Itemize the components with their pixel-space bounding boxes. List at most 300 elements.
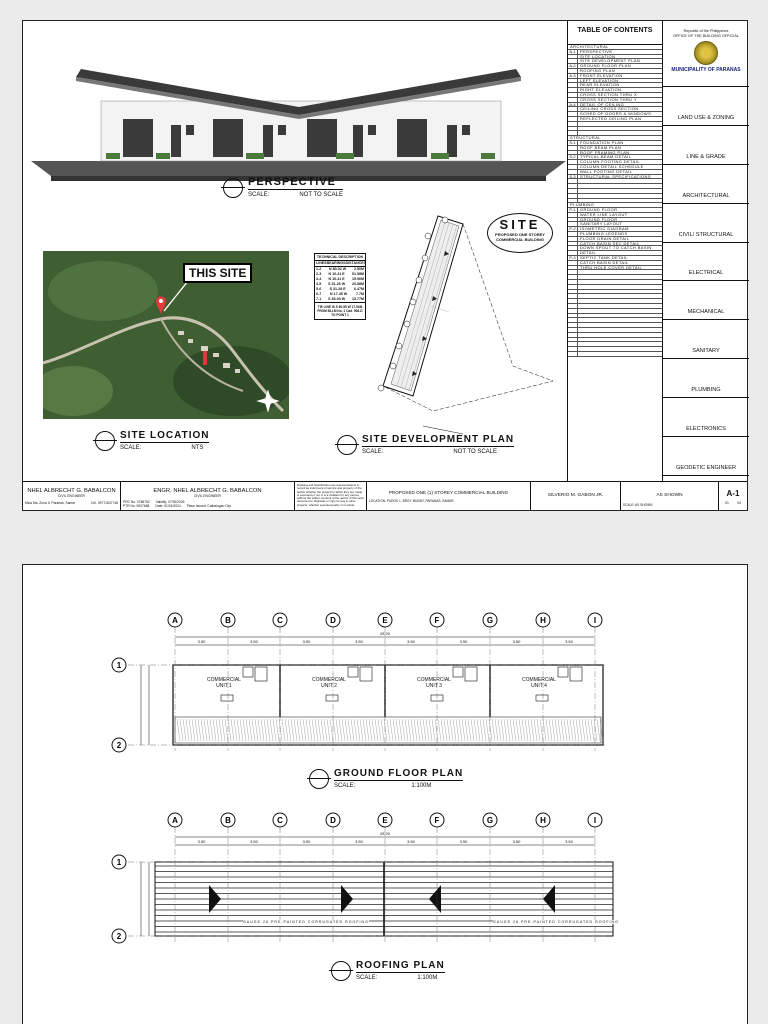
municipality-name: MUNICIPALITY OF PARANAS <box>671 67 741 73</box>
department-name: CIVIL/ STRUCTURAL <box>678 231 734 238</box>
toc-item-code <box>568 270 578 274</box>
toc-item-label: DOWN SPOUT TO CATCH BASIN <box>580 246 652 251</box>
toc-item-code <box>568 237 578 241</box>
toc-item-code <box>568 323 578 327</box>
col-header: DISTANCES <box>345 261 367 265</box>
toc-item-code <box>568 55 578 59</box>
toc-item-code <box>568 347 578 351</box>
door-swing <box>465 667 477 681</box>
toc-item-code <box>568 189 578 193</box>
department-signoff-box <box>663 398 749 437</box>
col-header: LINES <box>316 261 327 265</box>
site-development-title: SITE DEVELOPMENT PLAN <box>362 434 515 445</box>
toc-item-label <box>578 347 580 351</box>
toc-item-code: S-1 <box>568 141 578 145</box>
toc-item-label <box>578 285 580 289</box>
toc-item-label: DETAIL <box>580 251 597 256</box>
toc-item-code <box>568 246 578 250</box>
toc-item-label <box>578 189 580 193</box>
toc-item-code <box>568 160 578 164</box>
roofing-title-label <box>331 961 445 981</box>
technical-description-cell: 2-3 <box>316 272 322 276</box>
prepared-by-cell <box>23 482 121 511</box>
toc-item-label <box>578 194 580 198</box>
perspective-scale-value: NOT TO SCALE <box>299 192 344 198</box>
toc-item-label: STRUCTURAL SPECIFICATIONS <box>580 174 651 179</box>
toc-item-label: COLUMN FOOTING DETAIL <box>580 160 640 165</box>
owner-name: SILVERIO M. GABON JR. <box>547 493 604 498</box>
toc-item-code <box>568 112 578 116</box>
scale-value: AS SHOWN <box>656 493 683 498</box>
grid-letter: D <box>330 816 336 825</box>
ground-floor-scale-label: SCALE: <box>334 783 356 789</box>
toc-section-name: STRUCTURAL <box>570 136 601 141</box>
department-signoff-box <box>663 165 749 204</box>
perspective-title: PERSPECTIVE <box>248 177 343 190</box>
bay-dimension: 3.50 <box>197 639 206 644</box>
toc-item-label: GROUND FLOOR <box>580 208 618 213</box>
office-name: OFFICE OF THE BUILDING OFFICIAL <box>673 34 739 38</box>
title-marker-icon <box>309 769 329 789</box>
toc-item-label <box>578 333 580 337</box>
toc-item-label <box>578 328 580 332</box>
department-name: ARCHITECTURAL <box>682 192 730 199</box>
department-name: ELECTRONICS <box>686 426 726 433</box>
toc-item-code <box>568 146 578 150</box>
tie-line-note: TIE LINE IS S 80-55 W 17.54M FROM BLLM No. 1 Cad. 906-D TO POINT 1 <box>315 302 365 319</box>
toc-item-code <box>568 251 578 255</box>
bay-dimension: 3.50 <box>250 839 258 844</box>
counter <box>536 695 548 701</box>
department-name: SANITARY <box>692 348 720 355</box>
site-callout-subtitle: PROPOSED ONE STOREY COMMERCIAL BUILDING <box>495 232 545 242</box>
title-marker-icon <box>337 435 357 455</box>
technical-description-cell: S 31-26 W <box>328 282 346 286</box>
scale-cell <box>621 482 719 511</box>
door-swing <box>360 667 372 681</box>
department-signoff-box <box>663 320 749 359</box>
commercial-unit-label: COMMERCIAL UNIT 2 <box>312 677 346 689</box>
bay-dimension: 3.50 <box>459 639 468 644</box>
toc-item-label: SITE DEVELOPMENT PLAN <box>580 59 641 64</box>
toc-item-code: A-2 <box>568 64 578 68</box>
bay-dimension: 3.50 <box>565 839 573 844</box>
site-location-scale-value: NTS <box>191 445 204 451</box>
roofing-title: ROOFING PLAN <box>356 960 445 971</box>
prepared-cel: Cel. 09771847748 <box>91 501 118 505</box>
site-development-scale-value: NOT TO SCALE <box>453 449 498 455</box>
toc-item-label: WATER LINE LAYOUT <box>580 212 628 217</box>
toc-item-code <box>568 222 578 226</box>
toc-section-name: ARCHITECTURAL <box>570 45 609 49</box>
toc-item-label <box>578 199 580 203</box>
title-marker-icon <box>331 961 351 981</box>
department-name: GEODETIC ENGINEER <box>676 464 736 471</box>
toc-item-code <box>568 242 578 246</box>
site-location-title-label <box>95 431 209 451</box>
toc-item-code <box>568 314 578 318</box>
department-name: ELECTRICAL <box>688 270 724 277</box>
grid-letter: A <box>172 816 178 825</box>
department-name: MECHANICAL <box>687 309 725 316</box>
bay-dimension: 3.50 <box>407 839 415 844</box>
toc-item-label <box>578 131 580 135</box>
toc-item-label <box>578 318 580 322</box>
technical-description-cell: S 39-03 W <box>328 297 346 301</box>
toc-item-label: WALL FOOTING DETAIL <box>580 169 633 174</box>
toc-item-code <box>568 165 578 169</box>
technical-description-cell: 7.7M <box>355 292 364 296</box>
total-dimension: 28.00 <box>379 831 391 836</box>
toc-item-code <box>568 304 578 308</box>
toc-item-label: CATCH BASIN DETAIL <box>580 260 629 265</box>
grid-letter: F <box>434 816 440 825</box>
prc-validity: Validity: 07/30/2026 <box>155 500 185 504</box>
department-signoff-box <box>663 243 749 282</box>
toc-item-label: ROOFING PLAN <box>580 68 616 73</box>
owner-cell <box>531 482 621 511</box>
sheet-number-cell <box>719 482 747 511</box>
grid-letter: D <box>330 616 336 625</box>
toc-item-code <box>568 328 578 332</box>
roofing-scale-value: 1:100M <box>417 975 438 981</box>
toc-item-code <box>568 199 578 203</box>
site-callout-bubble <box>487 213 553 253</box>
toc-item-code <box>568 338 578 342</box>
toilet-fixture <box>558 667 568 677</box>
ground-floor-scale-value: 1:100M <box>411 783 432 789</box>
grid-letter: C <box>277 616 283 625</box>
technical-description-cell: 6-7 <box>316 292 322 296</box>
site-location-scale-label: SCALE: <box>120 445 142 451</box>
toc-item-label: CROSS SECTION THRU X <box>580 92 638 97</box>
toilet-fixture <box>348 667 358 677</box>
toc-item-label: THRU HOLE COVER DETAIL <box>580 265 643 270</box>
toc-item-label: COLUMN DETAIL SCHEDULE <box>580 164 644 169</box>
door-swing <box>570 667 582 681</box>
grid-letter: I <box>593 616 597 625</box>
toc-item-code <box>568 333 578 337</box>
toc-item-label <box>578 342 580 346</box>
toc-item-code <box>568 318 578 322</box>
site-development-scale-label: SCALE: <box>362 449 384 455</box>
ground-floor-title-label <box>309 769 463 789</box>
toc-item-label <box>578 184 580 188</box>
toc-item <box>568 352 662 357</box>
title-marker-icon <box>223 178 243 198</box>
toc-item-code <box>568 218 578 222</box>
toc-item-label <box>578 299 580 303</box>
floor-and-roof-plan-drawing <box>23 565 749 1024</box>
toc-item-code: P-3 <box>568 256 578 260</box>
toc-item-label: LEFT ELEVATION <box>580 78 619 83</box>
technical-description-cell: 13.77M <box>352 297 364 301</box>
toc-item-label: REFLECTED CEILING PLAN <box>580 116 642 121</box>
grid-letter: E <box>382 816 388 825</box>
toc-item-label <box>578 338 580 342</box>
grid-number: 1 <box>116 661 122 670</box>
toc-item-label: FOUNDATION PLAN <box>580 140 624 145</box>
toc-item-code <box>568 127 578 131</box>
department-name: PLUMBING <box>691 387 721 394</box>
toc-item-label <box>578 122 580 126</box>
site-location-title: SITE LOCATION <box>120 430 210 441</box>
prepared-name: NHEL ALBRECHT G. BABALCON <box>27 488 116 494</box>
toc-item-code <box>568 184 578 188</box>
total-dimension: 28.00 <box>379 631 391 636</box>
toc-item-label: DETAIL OF CEILING <box>580 102 625 107</box>
toc-item-label <box>578 352 580 356</box>
toc-item-code <box>568 232 578 236</box>
toc-item-code: P-1 <box>568 208 578 212</box>
toc-item-code <box>568 69 578 73</box>
toc-item-code: S-3 <box>568 175 578 179</box>
grid-letter: H <box>540 616 546 625</box>
perspective-title-label <box>223 177 343 198</box>
grid-letter: E <box>382 616 388 625</box>
project-title: PROPOSED ONE (1) STOREY COMMERCIAL BUILDING <box>388 490 509 495</box>
department-signoff-box <box>663 126 749 165</box>
door-swing <box>255 667 267 681</box>
technical-description-cell: 1-2 <box>316 267 322 271</box>
toc-item-code: P-2 <box>568 227 578 231</box>
grid-number: 2 <box>116 741 122 750</box>
toc-item-label: FLOOR DRAIN DETAIL <box>580 236 630 241</box>
toc-item-label: CATCH BASIN SEC DETAIL <box>580 241 640 246</box>
perspective-rendering <box>31 41 566 191</box>
bay-dimension: 3.50 <box>302 839 311 844</box>
counter <box>221 695 233 701</box>
municipal-seal-icon <box>694 41 718 65</box>
table-of-contents <box>567 21 663 481</box>
toc-item-code <box>568 352 578 356</box>
republic-text: Republic of the Philippines <box>683 29 729 33</box>
technical-description-cell: 6.47M <box>354 287 364 291</box>
toc-item-code <box>568 342 578 346</box>
grid-letter: H <box>540 816 546 825</box>
grid-letter: B <box>225 816 231 825</box>
toc-item-label <box>578 314 580 318</box>
toc-item-code <box>568 275 578 279</box>
toc-item-code <box>568 285 578 289</box>
technical-description-cell: N 17-45 W <box>330 292 348 296</box>
toc-item-label: PLUMBING LEGENDS <box>580 232 628 237</box>
prc-no: PRC No. 0786752 <box>123 500 150 504</box>
approval-departments <box>663 21 749 481</box>
project-location: LOCATION: PUROK 1, BRGY. BUNDY, PARANAS, SAMAR <box>369 499 454 503</box>
grid-number: 1 <box>116 858 122 867</box>
grid-letter: A <box>172 616 178 625</box>
toc-item-label: TYPICAL BEAM DETAIL <box>580 155 632 160</box>
toc-title: TABLE OF CONTENTS <box>568 21 662 45</box>
roofing-scale-label: SCALE: <box>356 975 378 981</box>
grid-letter: C <box>277 816 283 825</box>
toc-item-label: GROUND FLOOR PLAN <box>580 64 632 69</box>
toc-item-label: GROUND FLOOR <box>580 217 618 222</box>
toc-item-code <box>568 79 578 83</box>
project-cell <box>367 482 531 511</box>
toc-item-label: PERSPECTIVE <box>580 49 613 54</box>
toc-item-label <box>578 280 580 284</box>
department-signoff-box <box>663 87 749 126</box>
toc-item-label: ROOF FRAMING PLAN <box>580 150 630 155</box>
bay-dimension: 3.50 <box>459 839 468 844</box>
toc-item-code: A-3 <box>568 74 578 78</box>
toc-item-label: FRONT ELEVATION <box>580 73 623 78</box>
toc-item-label: ROOF BEAM PLAN <box>580 145 622 150</box>
toc-item-label <box>578 304 580 308</box>
technical-description-cell: N 80-02 W <box>329 267 347 271</box>
toc-item-code <box>568 290 578 294</box>
toc-item-label: REAR ELEVATION <box>580 83 620 88</box>
toc-item-label: SITE LOCATION <box>580 54 616 59</box>
toc-item-code <box>568 88 578 92</box>
perspective-scale-label: SCALE: <box>248 192 270 198</box>
toc-item-label <box>578 127 580 131</box>
toc-item-code <box>568 294 578 298</box>
toc-item-code <box>568 122 578 126</box>
toc-item-label: RIGHT ELEVATION <box>580 88 622 93</box>
technical-description-cell: 2.50M <box>353 267 364 271</box>
toc-section-name: PLUMBING <box>570 203 595 208</box>
technical-description-cell: N 10-41 E <box>328 272 345 276</box>
toc-item-label <box>578 294 580 298</box>
site-callout-title: SITE <box>499 217 541 232</box>
building-official-seal-box <box>663 21 749 87</box>
department-name: LAND USE & ZONING <box>677 114 735 121</box>
drawing-sheet-a2 <box>22 564 748 1024</box>
department-name: LINE & GRADE <box>686 153 726 160</box>
toc-item-code <box>568 117 578 121</box>
department-signoff-box <box>663 359 749 398</box>
commercial-unit-label: COMMERCIAL UNIT 4 <box>522 677 556 689</box>
sheet-total: 04 <box>737 501 741 505</box>
col-header: BEARINGS <box>326 261 346 265</box>
grid-letter: G <box>486 616 494 625</box>
toc-item-code <box>568 194 578 198</box>
technical-description-cell: N 10-41 E <box>328 277 345 281</box>
technical-description-cell: 15.96M <box>351 277 364 281</box>
grid-number: 2 <box>116 932 122 941</box>
toc-item-code <box>568 266 578 270</box>
bay-dimension: 3.50 <box>355 839 363 844</box>
engineer-name: ENGR. NHEL ALBRECHT G. BABALCON <box>153 488 262 494</box>
roofing-note: GAUGE 26 PRE-PAINTED CORRUGATED ROOFING <box>493 920 619 924</box>
grid-letter: I <box>593 816 597 825</box>
toc-item-label: SANITARY LAYOUT <box>580 222 623 227</box>
commercial-unit-label: COMMERCIAL UNIT 3 <box>417 677 451 689</box>
ground-floor-title: GROUND FLOOR PLAN <box>334 768 464 779</box>
grid-letter: G <box>486 816 494 825</box>
toc-item-code <box>568 261 578 265</box>
toc-item-code: A-1 <box>568 50 578 54</box>
bay-dimension: 3.50 <box>512 839 521 844</box>
bay-dimension: 3.50 <box>355 639 363 644</box>
toc-item-code <box>568 151 578 155</box>
toc-item-code <box>568 59 578 63</box>
technical-description-cell: 7-1 <box>316 297 322 301</box>
sheet-of: 01 <box>725 501 729 505</box>
department-signoff-box <box>663 204 749 243</box>
toc-item-label: SCHED OF DOORS & WINDOWS <box>580 112 652 117</box>
department-signoff-box <box>663 437 749 476</box>
toc-item-code <box>568 309 578 313</box>
department-signoff-box <box>663 281 749 320</box>
technical-description-title: TECHNICAL DESCRIPTION <box>316 255 364 259</box>
this-site-callout: THIS SITE <box>183 263 252 283</box>
toilet-fixture <box>453 667 463 677</box>
grid-letter: F <box>434 616 440 625</box>
toc-item-label: ISOMETRIC DIAGRAM <box>580 227 629 232</box>
bay-dimension: 3.50 <box>197 839 206 844</box>
counter <box>326 695 338 701</box>
toc-item-label <box>578 270 580 274</box>
toilet-fixture <box>243 667 253 677</box>
roofing-note: GAUGE 26 PRE-PAINTED CORRUGATED ROOFING <box>243 920 369 924</box>
technical-description-cell: 4-5 <box>316 282 322 286</box>
engineer-cell <box>121 482 295 511</box>
toc-item-label <box>578 290 580 294</box>
technical-description-cell: 5-6 <box>316 287 322 291</box>
toc-item-code <box>568 131 578 135</box>
toc-item-label: CEILING CROSS SECTION <box>580 107 639 112</box>
bay-dimension: 3.50 <box>407 639 415 644</box>
sheet-number: A-1 <box>726 489 740 498</box>
ptr-place: Place Issued: Catbalogan City <box>186 504 231 508</box>
prepared-role: CIVIL ENGINEER <box>57 494 85 498</box>
bay-dimension: 3.50 <box>250 639 258 644</box>
technical-description-cell: 51.58M <box>351 272 364 276</box>
bay-dimension: 3.50 <box>302 639 311 644</box>
grid-letter: B <box>225 616 231 625</box>
toc-item-label: CROSS SECTION THRU Y <box>580 97 637 102</box>
toc-item-label <box>578 275 580 279</box>
ptr-date: Date: 01/24/2024 <box>155 504 181 508</box>
toc-item-label <box>578 179 580 183</box>
disclaimer: Drawing and Specification are representations in record as instrument of service and property of the author whether the project for which they are made is executed or not. It is a violation for any person, without the written consent of the author of this work document to duplicate or copy for use in other projects, whether executed partly or in whole. <box>295 482 367 511</box>
toc-item-code <box>568 299 578 303</box>
engineer-role: CIVIL ENGINEER <box>193 494 221 498</box>
toc-item-label <box>578 309 580 313</box>
bay-dimension: 3.50 <box>565 639 573 644</box>
technical-description-cell: 3-4 <box>316 277 322 281</box>
scale-small: SCALE: AS SHOWN <box>623 503 653 507</box>
toc-item-code <box>568 83 578 87</box>
title-marker-icon <box>95 431 115 451</box>
toc-item-code <box>568 170 578 174</box>
toc-item-code: A-4 <box>568 103 578 107</box>
ptr-no: PTR No. 9007668 <box>123 504 150 508</box>
toc-item-code <box>568 280 578 284</box>
bay-dimension: 3.50 <box>512 639 521 644</box>
toc-item-code <box>568 107 578 111</box>
toc-item-code <box>568 179 578 183</box>
toc-item-code <box>568 93 578 97</box>
toc-item-label <box>578 323 580 327</box>
toc-item-code: S-2 <box>568 155 578 159</box>
prepared-address: Mica Ma. Zona II, Paranas, Samar <box>25 501 76 505</box>
technical-description-cell: S 31-28 E <box>329 287 346 291</box>
toc-item-code <box>568 98 578 102</box>
drawing-sheet-a1 <box>22 20 748 511</box>
toc-item-code <box>568 213 578 217</box>
site-location-aerial-map <box>43 251 289 419</box>
technical-description-cell: 20.88M <box>352 282 364 286</box>
site-development-title-label <box>337 435 514 455</box>
title-block <box>23 481 747 511</box>
toc-item-label: SEPTIC TANK DETAIL <box>580 256 628 261</box>
commercial-unit-label: COMMERCIAL UNIT 1 <box>207 677 241 689</box>
